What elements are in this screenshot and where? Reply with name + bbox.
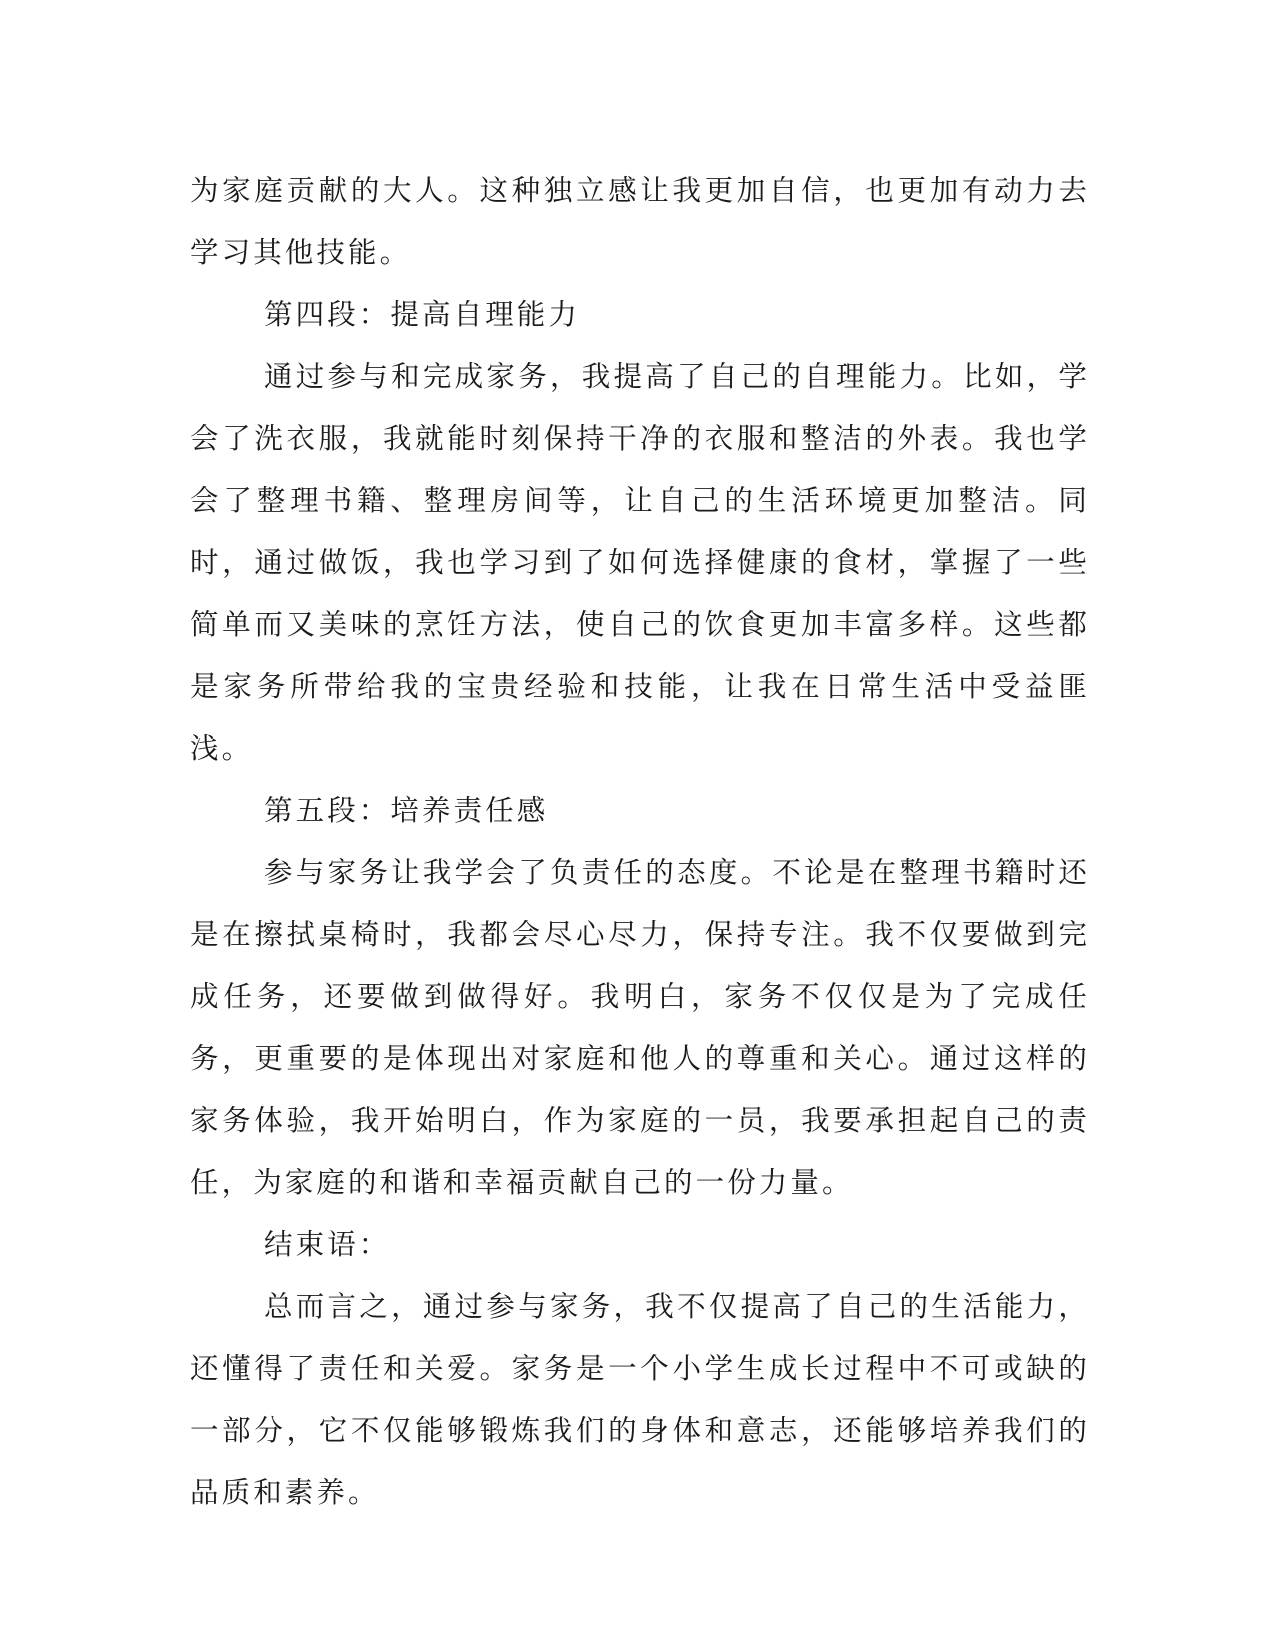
paragraph-conclusion: 总而言之，通过参与家务，我不仅提高了自己的生活能力，还懂得了责任和关爱。家务是一个小学生成长过程中不可或缺的一部分，它不仅能够锻炼我们的身体和意志，还能够培养我们的品质和素养。 [190,1290,1090,1509]
paragraph-continued: 为家庭贡献的大人。这种独立感让我更加自信，也更加有动力去学习其他技能。 [190,174,1090,269]
document-body [190,160,1090,1524]
paragraph-self-care: 通过参与和完成家务，我提高了自己的自理能力。比如，学会了洗衣服，我就能时刻保持干净的衣服和整洁的外表。我也学会了整理书籍、整理房间等，让自己的生活环境更加整洁。同时，通过做饭，我也学习到了如何选择健康的食材，掌握了一些简单而又美味的烹饪方法，使自己的饮食更加丰富多样。这些都是家务所带给我的宝贵经验和技能，让我在日常生活中受益匪浅。 [190,360,1090,765]
section-heading-4: 第四段：提高自理能力 [264,298,581,331]
conclusion-heading: 结束语： [264,1228,391,1261]
paragraph-responsibility: 参与家务让我学会了负责任的态度。不论是在整理书籍时还是在擦拭桌椅时，我都会尽心尽力，保持专注。我不仅要做到完成任务，还要做到做得好。我明白，家务不仅仅是为了完成任务，更重要的是体现出对家庭和他人的尊重和关心。通过这样的家务体验，我开始明白，作为家庭的一员，我要承担起自己的责任，为家庭的和谐和幸福贡献自己的一份力量。 [190,856,1090,1199]
section-heading-5: 第五段：培养责任感 [264,794,549,827]
